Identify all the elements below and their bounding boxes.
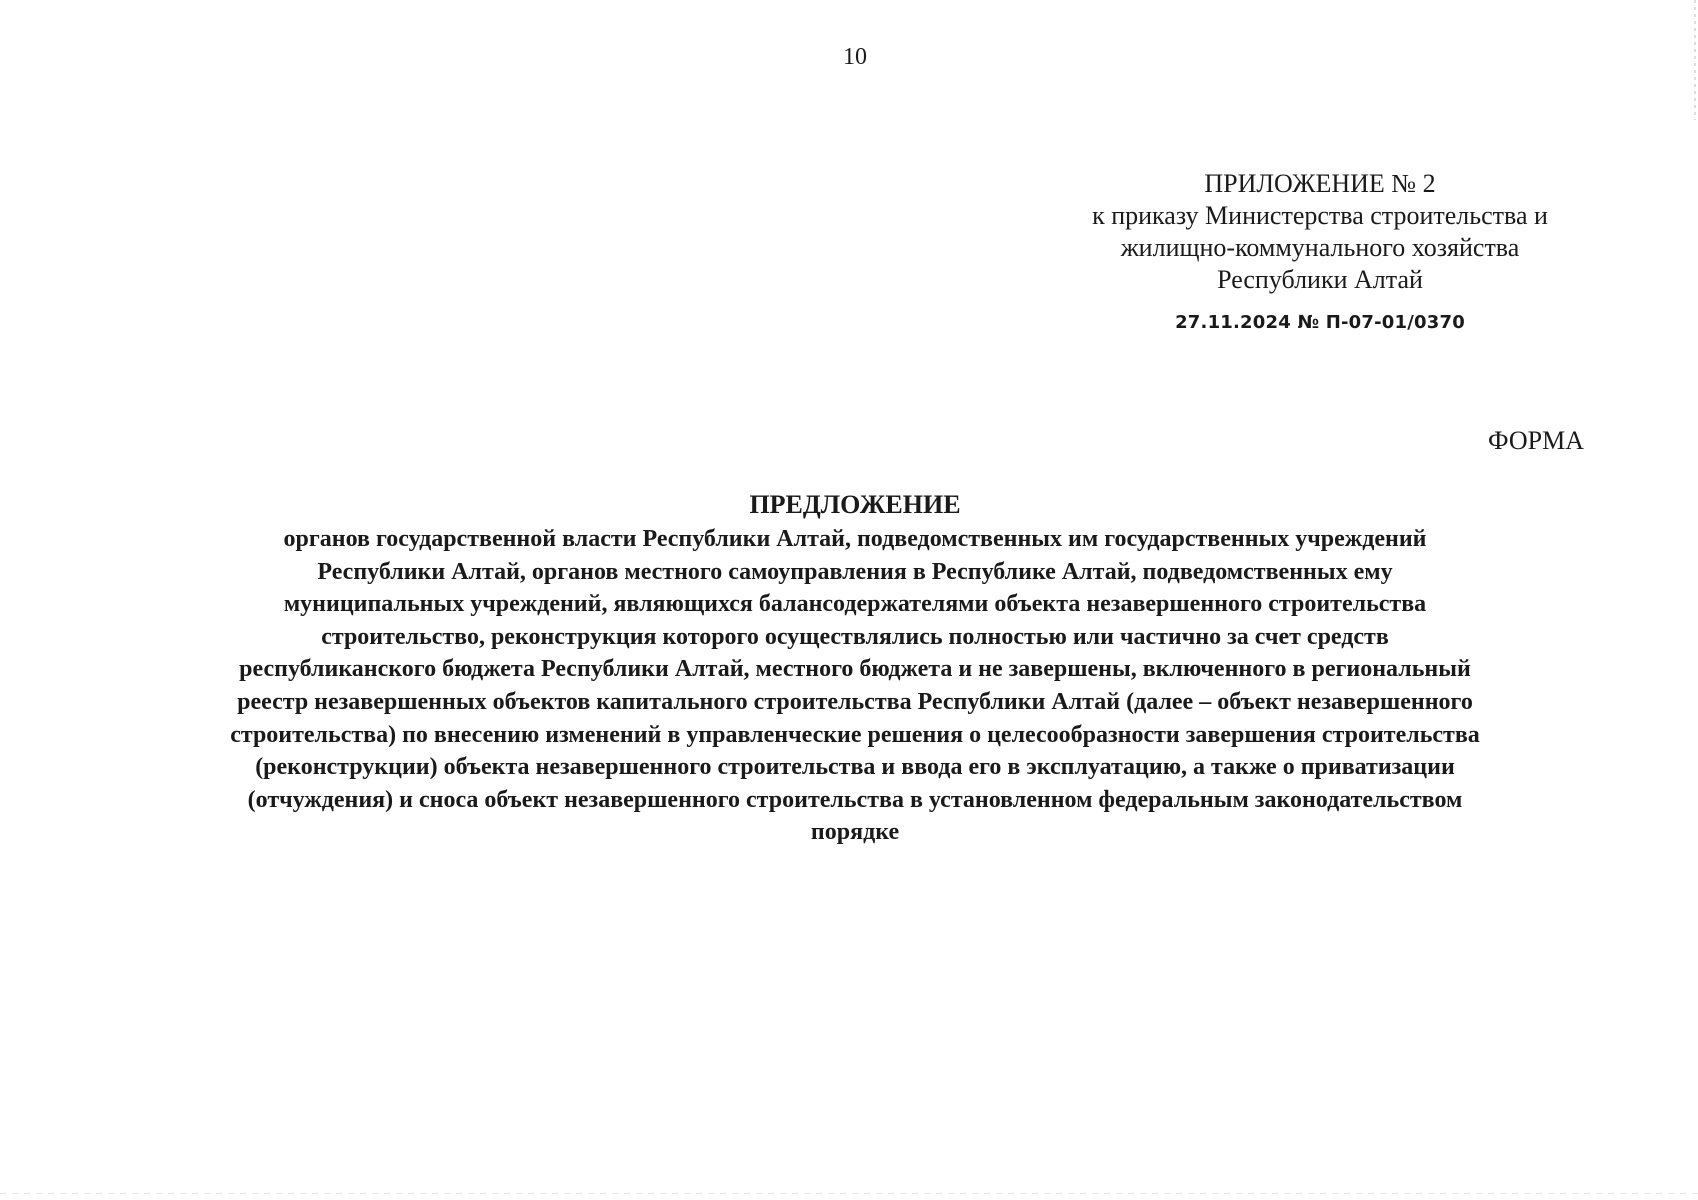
body-line: муниципальных учреждений, являющихся балансодержателями объекта незавершенного строительства bbox=[283, 591, 1427, 618]
body-line: порядке bbox=[810, 819, 900, 846]
document-title: ПРЕДЛОЖЕНИЕ bbox=[749, 490, 961, 519]
body-line: республиканского бюджета Республики Алтай, местного бюджета и не завершены, включенного в региональный bbox=[239, 656, 1471, 683]
scan-edge-bottom bbox=[0, 1193, 1698, 1194]
body-line: органов государственной власти Республики Алтай, подведомственных им государственных учреждений bbox=[283, 526, 1427, 552]
body-line: строительства) по внесению изменений в управленческие решения о целесообразности завершения строительства bbox=[230, 721, 1480, 748]
body-line: Республики Алтай, органов местного самоуправления в Республике Алтай, подведомственных ему bbox=[317, 558, 1393, 585]
form-label: ФОРМА bbox=[1488, 426, 1584, 455]
appendix-line: жилищно-коммунального хозяйства bbox=[1120, 233, 1520, 262]
body-line: строительство, реконструкция которого осуществлялись полностью или частично за счет средств bbox=[321, 623, 1389, 650]
appendix-line: ПРИЛОЖЕНИЕ № 2 bbox=[1204, 169, 1436, 198]
page-number: 10 bbox=[843, 44, 867, 70]
appendix-line: Республики Алтай bbox=[1217, 265, 1423, 294]
body-line: (отчуждения) и сноса объект незавершенного строительства в установленном федеральным законодательством bbox=[247, 786, 1463, 813]
document-body bbox=[90, 523, 1620, 849]
appendix-line: к приказу Министерства строительства и bbox=[1092, 201, 1548, 230]
body-line: реестр незавершенных объектов капитального строительства Республики Алтай (далее – объект незавершенного bbox=[237, 688, 1473, 715]
order-reference: 27.11.2024 № П-07-01/0370 bbox=[1175, 312, 1465, 333]
scan-edge-right bbox=[1694, 0, 1696, 120]
appendix-header bbox=[1020, 168, 1620, 296]
body-line: (реконструкции) объекта незавершенного строительства и ввода его в эксплуатацию, а также о приватизации bbox=[255, 754, 1455, 781]
